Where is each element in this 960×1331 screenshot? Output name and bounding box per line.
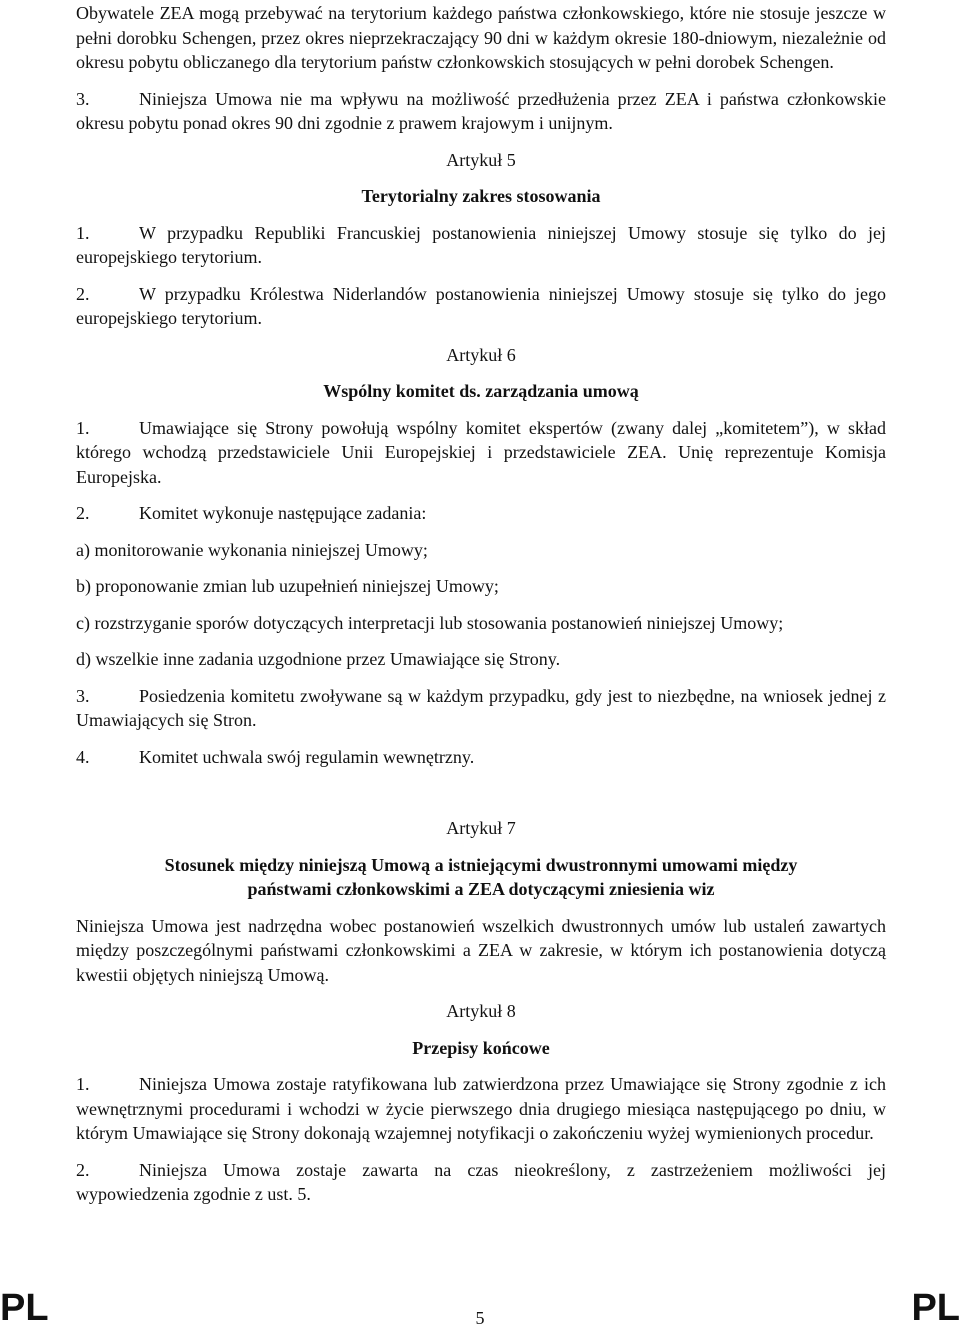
article-7-heading: Artykuł 7	[446, 818, 516, 838]
task-item-a: a) monitorowanie wykonania niniejszej Umowy;	[76, 539, 428, 560]
article-7-title-line-1: Stosunek między niniejszą Umową a istniejącymi dwustronnymi umowami między	[164, 854, 798, 875]
article-6-title: Wspólny komitet ds. zarządzania umową	[323, 381, 639, 401]
article-5-paragraph-2: 2. W przypadku Królestwa Niderlandów postanowienia niniejszej Umowy stosuje się tylko do jego europejskiego terytorium.	[76, 283, 886, 328]
article-8-title: Przepisy końcowe	[412, 1037, 550, 1058]
article-8-paragraph-2: 2. Niniejsza Umowa zostaje zawarta na czas nieokreślony, z zastrzeżeniem możliwości jej wypowiedzenia zgodnie z ust. 5.	[76, 1159, 886, 1204]
paragraph-3: 3. Niniejsza Umowa nie ma wpływu na możliwość przedłużenia przez ZEA i państwa członkowskie okresu pobytu ponad okres 90 dni zgodnie z prawem krajowym i unijnym.	[76, 88, 886, 133]
task-item-c: c) rozstrzyganie sporów dotyczących interpretacji lub stosowania postanowień niniejszej Umowy;	[76, 612, 784, 633]
page-number: 5	[475, 1308, 485, 1328]
paragraph-number: 3.	[76, 88, 90, 109]
article-6-heading: Artykuł 6	[446, 344, 516, 365]
article-6-paragraph-3: 3. Posiedzenia komitetu zwoływane są w każdym przypadku, gdy jest to niezbędne, na wniosek jednej z Umawiających się Stron.	[76, 685, 886, 730]
article-8-heading: Artykuł 8	[446, 1001, 516, 1021]
article-6-paragraph-2: 2. Komitet wykonuje następujące zadania:	[76, 503, 427, 523]
article-7-text: Niniejsza Umowa jest nadrzędna wobec postanowień wszelkich dwustronnych umów lub ustaleń zawartych między poszczególnymi państwami członkowskimi a ZEA w zakresie, w którym ich postanowienia dotyczą kwestii objętych niniejszą Umową.	[76, 915, 886, 985]
article-6-paragraph-4: 4. Komitet uchwala swój regulamin wewnętrzny.	[76, 746, 475, 767]
article-5-paragraph-1: 1. W przypadku Republiki Francuskiej postanowienia niniejszej Umowy stosuje się tylko do jej europejskiego terytorium.	[76, 222, 886, 267]
footer-language-left: PL	[0, 1287, 49, 1329]
article-7-title-line-2: państwami członkowskimi a ZEA dotyczącymi zniesienia wiz	[247, 879, 715, 899]
document-page	[76, 0, 886, 1207]
article-5-heading: Artykuł 5	[446, 149, 516, 170]
task-item-d: d) wszelkie inne zadania uzgodnione przez Umawiające się Strony.	[76, 649, 561, 669]
article-6-paragraph-1: 1. Umawiające się Strony powołują wspólny komitet ekspertów (zwany dalej „komitetem”), w skład którego wchodzą przedstawiciele Unii Europejskiej i przedstawiciele ZEA. Unię reprezentuje Komisja Europejska.	[76, 417, 886, 487]
footer-language-right: PL	[911, 1287, 960, 1329]
intro-paragraph: Obywatele ZEA mogą przebywać na terytorium każdego państwa członkowskiego, które nie stosuje jeszcze w pełni dorobku Schengen, przez okres nieprzekraczający 90 dni w każdym okresie 180-dniowym, niezależnie od okresu pobytu obliczanego dla terytorium państw członkowskich stosujących w pełni dorobek Schengen.	[76, 3, 886, 72]
article-8-paragraph-1: 1. Niniejsza Umowa zostaje ratyfikowana lub zatwierdzona przez Umawiające się Strony zgodnie z ich wewnętrznymi procedurami i wchodzi w życie pierwszego dnia drugiego miesiąca następującego po dniu, w którym Umawiające się Strony dokonają wzajemnej notyfikacji o zakończeniu wyżej wymienionych procedur.	[76, 1074, 886, 1143]
article-5-title: Terytorialny zakres stosowania	[361, 186, 601, 206]
task-item-b: b) proponowanie zmian lub uzupełnień niniejszej Umowy;	[76, 576, 499, 596]
